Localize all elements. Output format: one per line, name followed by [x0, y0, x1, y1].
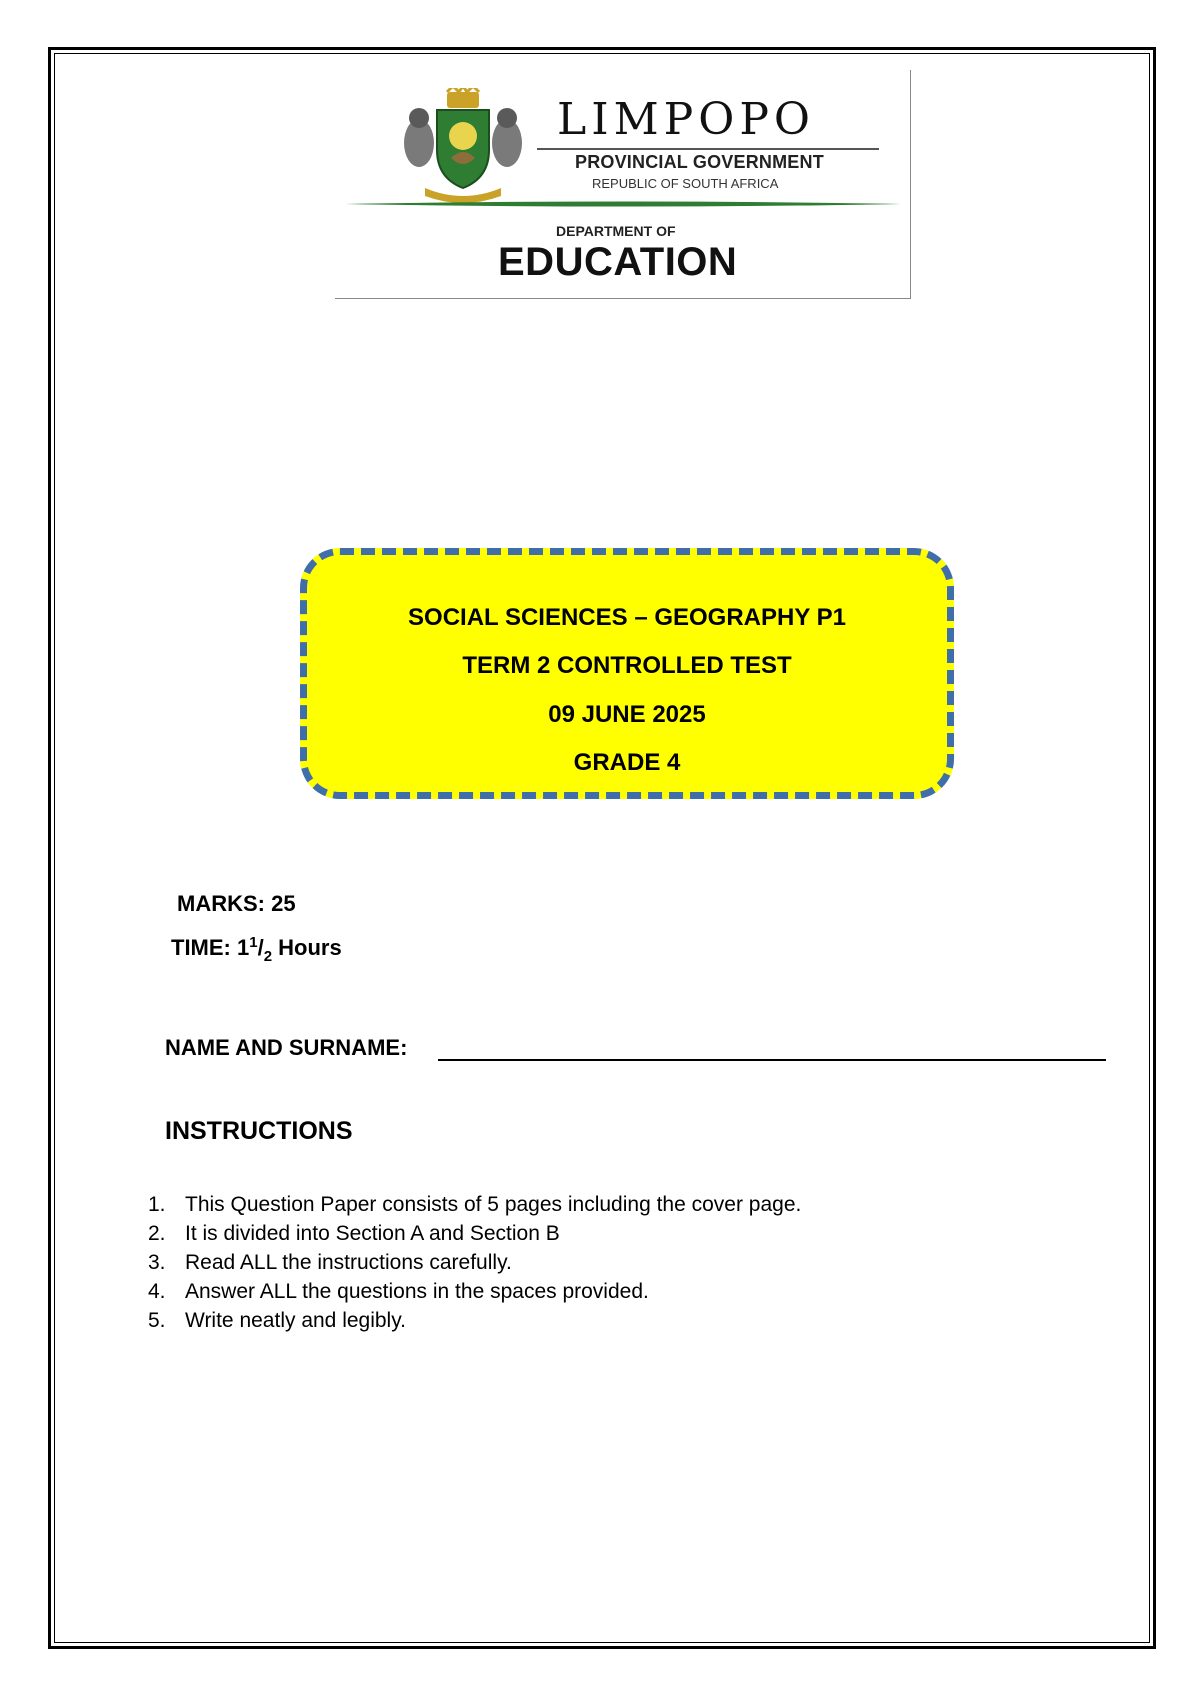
item-text: Answer ALL the questions in the spaces provided.: [185, 1280, 649, 1303]
item-text: Read ALL the instructions carefully.: [185, 1251, 512, 1274]
test-date: 09 JUNE 2025: [548, 701, 706, 728]
list-item: [148, 1277, 801, 1306]
government-label: PROVINCIAL GOVERNMENT: [575, 152, 824, 172]
subject-title: SOCIAL SCIENCES – GEOGRAPHY P1: [408, 604, 846, 631]
country-label: REPUBLIC OF SOUTH AFRICA: [592, 176, 779, 191]
title-box: [300, 548, 954, 799]
name-surname-label: NAME AND SURNAME:: [165, 1035, 408, 1060]
coat-of-arms-icon: [397, 88, 529, 203]
item-text: This Question Paper consists of 5 pages including the cover page.: [185, 1193, 802, 1216]
item-number: 3.: [148, 1251, 166, 1274]
instructions-list: [148, 1190, 801, 1335]
instructions-heading: INSTRUCTIONS: [165, 1117, 353, 1145]
list-item: [148, 1219, 801, 1248]
item-number: 1.: [148, 1193, 166, 1216]
time-label: [171, 934, 342, 965]
list-item: [148, 1190, 801, 1219]
department-prefix: DEPARTMENT OF: [556, 223, 676, 239]
department-name: EDUCATION: [498, 240, 738, 284]
green-divider: [345, 201, 901, 207]
item-text: Write neatly and legibly.: [185, 1309, 407, 1332]
department-logo: [335, 70, 911, 299]
list-item: [148, 1248, 801, 1277]
test-title: TERM 2 CONTROLLED TEST: [462, 652, 792, 679]
time-suffix: Hours: [272, 935, 342, 960]
item-number: 2.: [148, 1222, 166, 1245]
list-item: [148, 1306, 801, 1335]
item-number: 4.: [148, 1280, 166, 1303]
time-slash: /: [257, 935, 264, 960]
item-text: It is divided into Section A and Section B: [185, 1222, 560, 1245]
header-divider: [537, 148, 879, 150]
time-prefix: TIME: 1: [171, 935, 250, 960]
time-denominator: 2: [263, 948, 273, 965]
item-number: 5.: [148, 1309, 166, 1332]
time-numerator: 1: [249, 934, 258, 951]
grade-label: GRADE 4: [573, 749, 681, 776]
marks-label: MARKS: 25: [177, 891, 296, 916]
name-surname-field[interactable]: [438, 1059, 1106, 1061]
province-name: LIMPOPO: [557, 94, 816, 145]
